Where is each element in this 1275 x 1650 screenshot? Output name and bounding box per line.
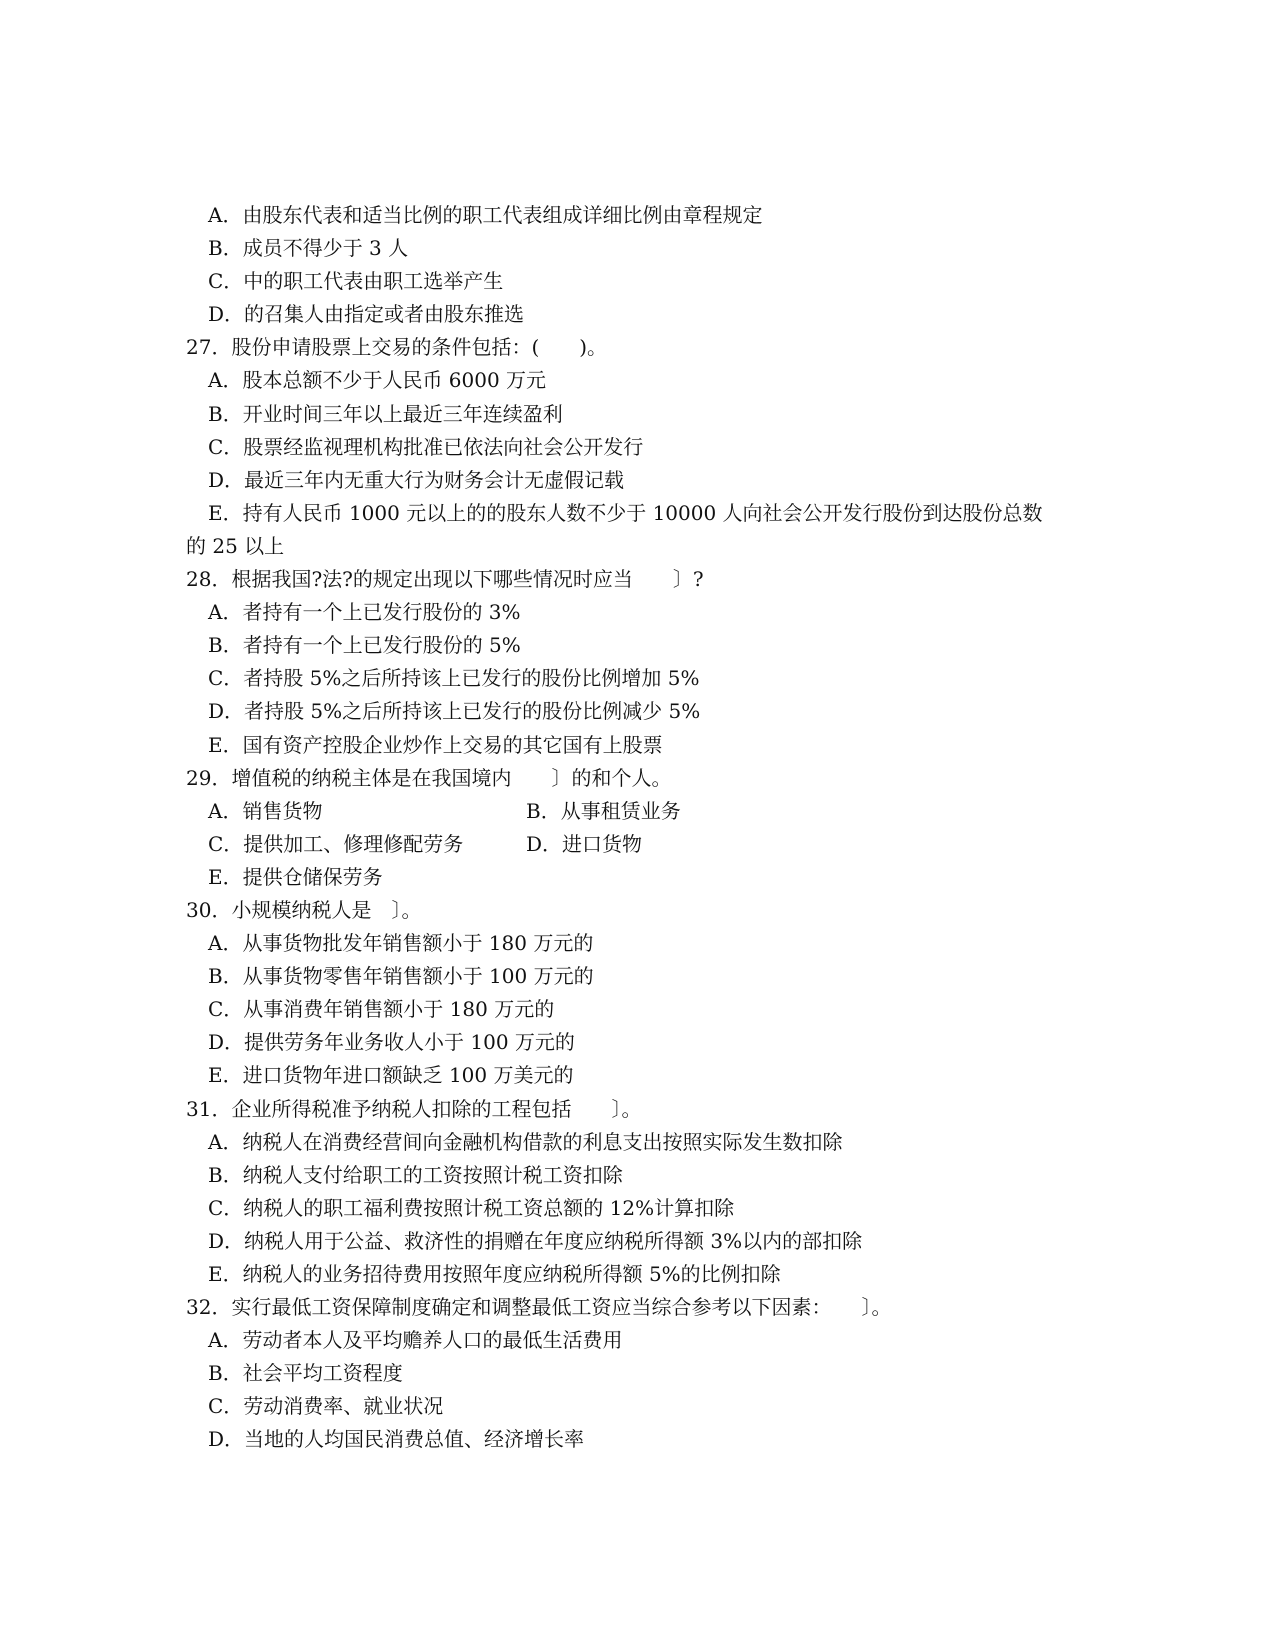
- option-text: D．纳税人用于公益、救济性的捐赠在年度应纳税所得额 3%以内的部扣除: [208, 1228, 863, 1253]
- option-text: B．纳税人支付给职工的工资按照计税工资扣除: [208, 1162, 623, 1187]
- question-text: 29．增值税的纳税主体是在我国境内 〕的和个人。: [186, 765, 672, 790]
- option-text: C．纳税人的职工福利费按照计税工资总额的 12%计算扣除: [208, 1195, 735, 1220]
- option-text: A．股本总额不少于人民币 6000 万元: [208, 368, 547, 393]
- option-text: B．开业时间三年以上最近三年连续盈利: [208, 401, 563, 426]
- option-text: C．中的职工代表由职工选举产生: [208, 269, 504, 294]
- option-text: E．持有人民币 1000 元以上的的股东人数不少于 10000 人向社会公开发行股份到达股份总数: [208, 500, 1043, 525]
- option-text: C．从事消费年销售额小于 180 万元的: [208, 997, 555, 1022]
- option-text: B．从事货物零售年销售额小于 100 万元的: [208, 964, 594, 989]
- option-text: C．劳动消费率、就业状况: [208, 1394, 444, 1419]
- question-text: 31．企业所得税准予纳税人扣除的工程包括 〕。: [186, 1096, 642, 1121]
- option-row: [186, 828, 1086, 861]
- option-text: D．的召集人由指定或者由股东推选: [208, 302, 525, 327]
- option-text: B．从事租赁业务: [526, 798, 681, 823]
- option-text: A．从事货物批发年销售额小于 180 万元的: [208, 931, 594, 956]
- option-text: D．当地的人均国民消费总值、经济增长率: [208, 1427, 585, 1452]
- option-continuation: 的 25 以上: [186, 533, 285, 558]
- option-text: C．提供加工、修理修配劳务: [208, 831, 464, 856]
- option-row: [186, 795, 1086, 828]
- question-text: 28．根据我国?法?的规定出现以下哪些情况时应当 〕?: [186, 567, 704, 592]
- option-text: B．社会平均工资程度: [208, 1361, 403, 1386]
- document-body: [186, 199, 1086, 1457]
- option-text: A．纳税人在消费经营间向金融机构借款的利息支出按照实际发生数扣除: [208, 1129, 843, 1154]
- option-text: E．提供仓储保劳务: [208, 864, 383, 889]
- option-text: D．进口货物: [526, 831, 643, 856]
- option-text: C．者持股 5%之后所持该上已发行的股份比例增加 5%: [208, 666, 700, 691]
- option-text: D．最近三年内无重大行为财务会计无虚假记载: [208, 467, 625, 492]
- option-text: A．由股东代表和适当比例的职工代表组成详细比例由章程规定: [208, 203, 763, 227]
- option-text: E．纳税人的业务招待费用按照年度应纳税所得额 5%的比例扣除: [208, 1262, 781, 1286]
- option-text: A．销售货物: [208, 798, 323, 823]
- question-text: 30．小规模纳税人是 〕。: [186, 897, 422, 922]
- option-text: B．者持有一个上已发行股份的 5%: [208, 633, 521, 658]
- option-text: C．股票经监视理机构批准已依法向社会公开发行: [208, 434, 644, 459]
- option-text: D．提供劳务年业务收人小于 100 万元的: [208, 1030, 575, 1055]
- option-text: E．进口货物年进口额缺乏 100 万美元的: [208, 1063, 574, 1088]
- option-text: A．者持有一个上已发行股份的 3%: [208, 600, 521, 625]
- question-text: 32．实行最低工资保障制度确定和调整最低工资应当综合参考以下因素： 〕。: [186, 1295, 892, 1320]
- option-text: E．国有资产控股企业炒作上交易的其它国有上股票: [208, 732, 663, 757]
- question-text: 27．股份申请股票上交易的条件包括：( )。: [186, 335, 608, 360]
- option-text: D．者持股 5%之后所持该上已发行的股份比例减少 5%: [208, 699, 701, 724]
- option-text: B．成员不得少于 3 人: [208, 236, 409, 261]
- option-text: A．劳动者本人及平均赡养人口的最低生活费用: [208, 1328, 623, 1353]
